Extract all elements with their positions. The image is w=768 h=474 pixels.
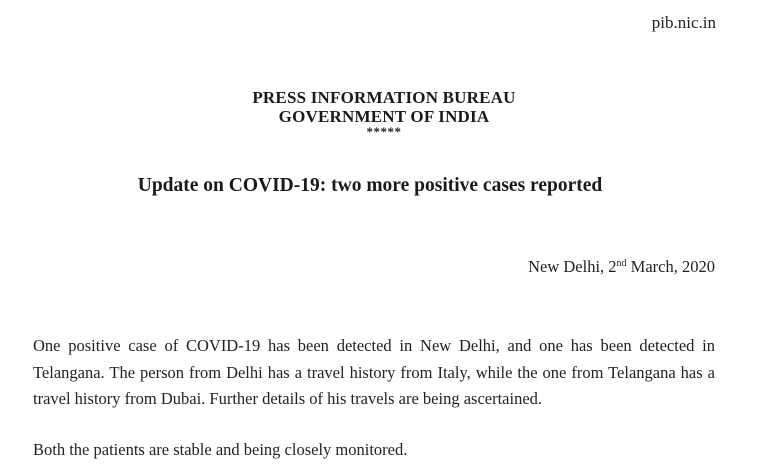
body-paragraph-1: One positive case of COVID-19 has been detected in New Delhi, and one has been detected in Telangana. The person from Delhi has a travel history from Italy, while the one from Telangana has a travel history from Dubai. Further details of his travels are being ascertained. (33, 336, 715, 408)
body-paragraph-2: Both the patients are stable and being closely monitored. (33, 440, 408, 459)
issuer-header (0, 88, 768, 138)
release-title: Update on COVID-19: two more positive cases reported (137, 175, 603, 196)
dateline-month-year: March, 2020 (626, 257, 715, 276)
source-url: pib.nic.in (651, 13, 716, 32)
dateline-place-day: New Delhi, 2 (528, 257, 617, 276)
header-stars-separator: ***** (366, 124, 402, 139)
dateline-ordinal: nd (616, 258, 627, 269)
dateline (528, 257, 715, 277)
issuer-line-2: GOVERNMENT OF INDIA (278, 107, 490, 126)
issuer-line-1: PRESS INFORMATION BUREAU (252, 88, 516, 107)
